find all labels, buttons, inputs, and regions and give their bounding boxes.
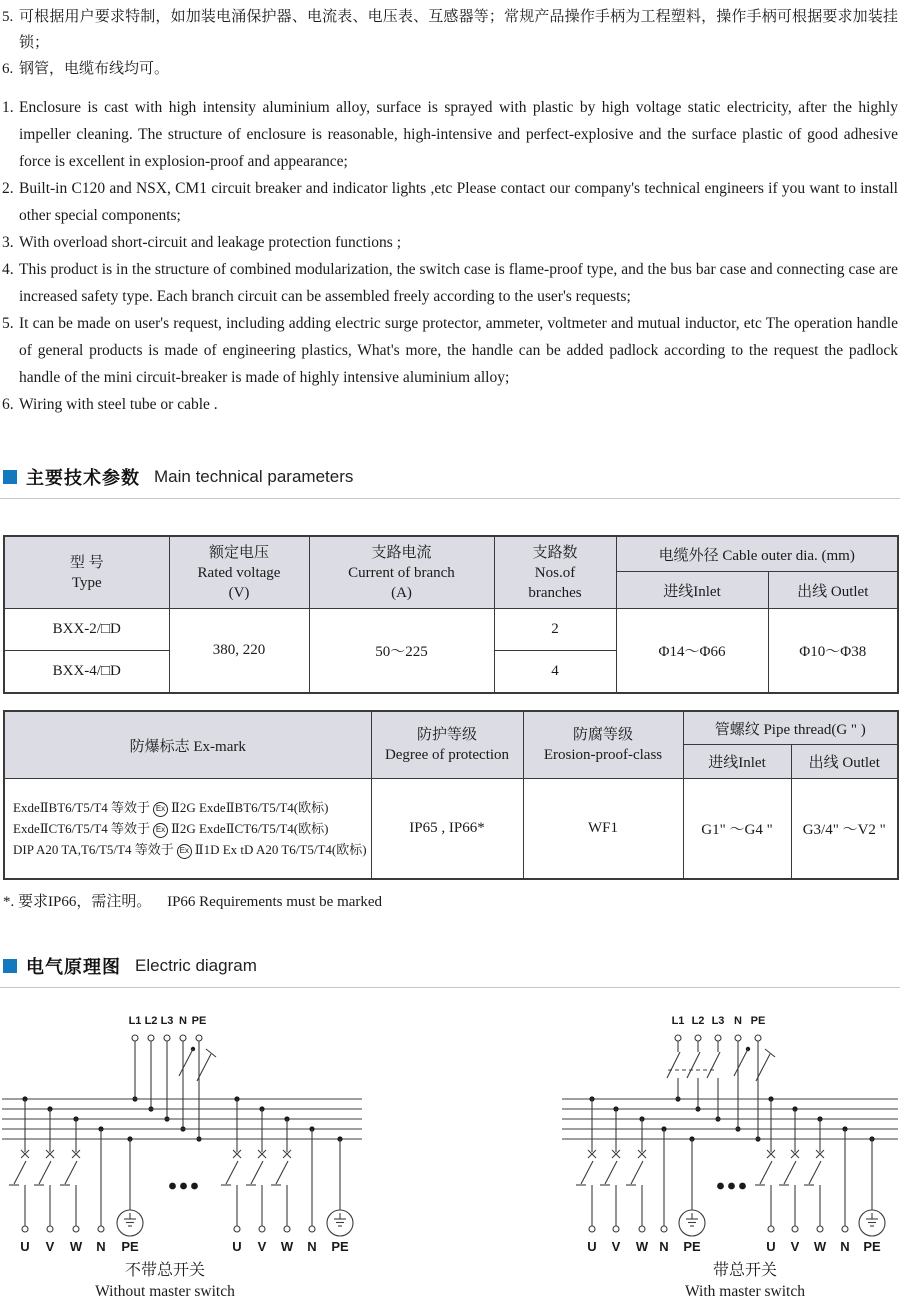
td-current: 50～225 <box>309 609 494 694</box>
diagram-with-master-switch <box>450 994 900 1302</box>
caption-en: Without master switch <box>95 1283 235 1300</box>
item-text: 钢管，电缆布线均可。 <box>19 61 170 77</box>
td-type-1: BXX-2/□D <box>4 609 169 651</box>
diagram-bottom-label: V <box>611 1239 621 1254</box>
item-number: 6. <box>2 61 14 77</box>
ex-mark-text: ExdeⅡBT6/T5/T4 等效于 <box>13 800 151 815</box>
diagram-bottom-label: W <box>69 1239 83 1254</box>
th-branches-en2: branches <box>528 584 582 601</box>
atex-ex-symbol-icon: Ex <box>153 823 168 838</box>
diagram-top-label: N <box>179 1015 187 1027</box>
ip66-footnote <box>3 890 900 911</box>
section-title-en: Main technical parameters <box>154 467 354 486</box>
circuit-svg-without-master-switch <box>0 994 450 1260</box>
ex-mark-line <box>13 839 365 860</box>
td-branches-2: 4 <box>494 651 616 694</box>
th-inlet: 进线Inlet <box>616 572 768 609</box>
item-text: Enclosure is cast with high intensity aluminium alloy, surface is sprayed with plastic by high voltage static electricity, after the highly impeller cleaning. The structure of enclosure is reasonable, high-intensive and perfect-explosive and the surface plastic of good adhesive force is excellent in explosion-proof and appearance; <box>19 99 898 170</box>
th-protection-cn: 防护等级 <box>416 727 477 743</box>
diagram-bottom-label: V <box>45 1239 55 1254</box>
th-degree-of-protection <box>371 711 523 779</box>
blue-square-bullet-icon <box>3 470 17 484</box>
cn-feature-list <box>2 4 900 82</box>
diagram-bottom-label: V <box>790 1239 800 1254</box>
th-erosion-en: Erosion-proof-class <box>543 747 663 763</box>
th-pipe-thread: 管螺纹 Pipe thread(G " ) <box>683 711 898 745</box>
diagram-top-label: PE <box>750 1015 766 1027</box>
diagram-bottom-label: N <box>307 1239 317 1254</box>
item-text: This product is in the structure of combined modularization, the switch case is flame-proof type, and the bus bar case and connecting case are increased safety type. Each branch circuit can be assembled freely according to the user's requests; <box>19 261 898 305</box>
td-inlet-dia: Φ14～Φ66 <box>616 609 768 694</box>
item-number: 2. <box>2 180 14 197</box>
electric-diagrams <box>0 994 900 1302</box>
section-header <box>3 953 900 979</box>
section-header <box>3 464 900 490</box>
footnote-cn: *. 要求IP66，需注明。 <box>3 894 152 910</box>
atex-ex-symbol-icon: Ex <box>153 802 168 817</box>
section-electric-diagram <box>0 953 900 988</box>
caption-cn: 带总开关 <box>712 1262 777 1279</box>
item-number: 1. <box>2 99 14 116</box>
item-number: 5. <box>2 9 14 25</box>
diagram-top-label: PE <box>191 1015 207 1027</box>
th-current-cn: 支路电流 <box>371 544 432 561</box>
diagram-bottom-label: U <box>766 1239 776 1254</box>
ex-mark-table <box>3 710 899 880</box>
section-title-en: Electric diagram <box>135 956 257 975</box>
diagram-bottom-label: N <box>840 1239 850 1254</box>
ex-mark-text: DIP A20 TA,T6/T5/T4 等效于 <box>13 842 174 857</box>
ex-mark-line <box>13 797 365 818</box>
ex-mark-line <box>13 818 365 839</box>
list-item <box>2 310 900 391</box>
diagram-bottom-label: W <box>280 1239 294 1254</box>
ex-mark-text: Ⅱ2G ExdeⅡBT6/T5/T4(欧标) <box>171 800 329 815</box>
circuit-svg-with-master-switch <box>450 994 900 1260</box>
th-branch-current <box>309 536 494 609</box>
ex-mark-text: ExdeⅡCT6/T5/T4 等效于 <box>13 821 151 836</box>
section-title-cn: 电气原理图 <box>26 957 121 977</box>
th-pipe-inlet: 进线Inlet <box>683 745 791 779</box>
diagram-bottom-label: PE <box>863 1239 881 1254</box>
diagram-top-label: L1 <box>671 1015 685 1027</box>
caption-cn: 不带总开关 <box>124 1262 205 1279</box>
diagram-bottom-label: W <box>813 1239 827 1254</box>
th-branches-en1: Nos.of <box>534 564 576 581</box>
diagram-bottom-label: N <box>659 1239 669 1254</box>
td-voltage: 380, 220 <box>169 609 309 694</box>
th-erosion-cn: 防腐等级 <box>572 727 633 743</box>
diagram-bottom-label: N <box>96 1239 106 1254</box>
blue-square-bullet-icon <box>3 959 17 973</box>
item-text: It can be made on user's request, including adding electric surge protector, ammeter, voltmeter and mutual inductor, etc The operation handle of general products is made of engineering plastics, What's more, the handle can be added padlock according to the request the padlock handle of the mini circuit-breaker is made of highly intensive aluminium alloy; <box>19 315 898 386</box>
th-type <box>4 536 169 609</box>
th-current-en: Current of branch <box>348 564 455 581</box>
diagram-top-label: L2 <box>144 1015 158 1027</box>
diagram-bottom-label: U <box>232 1239 242 1254</box>
item-text: 可根据用户要求特制，如加装电涌保护器、电流表、电压表、互感器等；常规产品操作手柄为工程塑料，操作手柄可根据要求加装挂锁； <box>19 9 898 51</box>
td-erosion-class: WF1 <box>523 779 683 880</box>
diagram-top-label: N <box>734 1015 742 1027</box>
th-voltage-en: Rated voltage <box>197 564 281 581</box>
section-divider <box>0 498 900 499</box>
section-title-cn: 主要技术参数 <box>26 468 140 488</box>
en-feature-list <box>2 94 900 418</box>
caption-en: With master switch <box>685 1283 805 1300</box>
th-branches-cn: 支路数 <box>532 544 578 561</box>
diagram-bottom-label: V <box>257 1239 267 1254</box>
td-thread-outlet: G3/4" ～V2 " <box>791 779 898 880</box>
diagram-top-label: L3 <box>711 1015 725 1027</box>
td-ex-mark <box>4 779 371 880</box>
diagram-caption <box>590 1260 900 1302</box>
item-number: 5. <box>2 315 14 332</box>
section-technical-parameters <box>0 464 900 499</box>
th-ex-mark: 防爆标志 Ex-mark <box>4 711 371 779</box>
th-erosion-proof-class <box>523 711 683 779</box>
item-number: 4. <box>2 261 14 278</box>
list-item <box>2 229 900 256</box>
td-outlet-dia: Φ10～Φ38 <box>768 609 898 694</box>
diagram-bottom-label: PE <box>121 1239 139 1254</box>
atex-ex-symbol-icon: Ex <box>177 844 192 859</box>
th-current-unit: (A) <box>391 584 412 601</box>
th-pipe-outlet: 出线 Outlet <box>791 745 898 779</box>
th-branch-count <box>494 536 616 609</box>
th-type-en: Type <box>71 574 102 591</box>
list-item <box>2 94 900 175</box>
diagram-bottom-label: PE <box>331 1239 349 1254</box>
td-degree-of-protection: IP65 , IP66* <box>371 779 523 880</box>
th-type-cn: 型 号 <box>69 554 104 571</box>
th-voltage-unit: (V) <box>228 584 250 601</box>
th-protection-en: Degree of protection <box>384 747 510 763</box>
item-text: Wiring with steel tube or cable . <box>19 396 218 413</box>
td-branches-1: 2 <box>494 609 616 651</box>
diagram-without-master-switch <box>0 994 450 1302</box>
diagram-bottom-label: PE <box>683 1239 701 1254</box>
item-text: With overload short-circuit and leakage protection functions ; <box>19 234 402 251</box>
th-voltage-cn: 额定电压 <box>208 544 269 561</box>
th-rated-voltage <box>169 536 309 609</box>
diagram-bottom-label: W <box>635 1239 649 1254</box>
ex-mark-text: Ⅱ1D Ex tD A20 T6/T5/T4(欧标) <box>194 842 367 857</box>
diagram-top-label: L3 <box>160 1015 174 1027</box>
th-cable-outer-dia: 电缆外径 Cable outer dia. (mm) <box>616 536 898 572</box>
diagram-caption <box>0 1260 330 1302</box>
th-outlet: 出线 Outlet <box>768 572 898 609</box>
list-item <box>2 256 900 310</box>
item-number: 6. <box>2 396 14 413</box>
footnote-en: IP66 Requirements must be marked <box>167 894 383 910</box>
list-item <box>2 175 900 229</box>
diagram-bottom-label: U <box>587 1239 597 1254</box>
td-type-2: BXX-4/□D <box>4 651 169 694</box>
list-item <box>2 391 900 418</box>
ex-mark-text: Ⅱ2G ExdeⅡCT6/T5/T4(欧标) <box>171 821 329 836</box>
section-divider <box>0 987 900 988</box>
item-text: Built-in C120 and NSX, CM1 circuit breaker and indicator lights ,etc Please contact our company's technical engineers if you want to install other special components; <box>19 180 898 224</box>
diagram-bottom-label: U <box>20 1239 30 1254</box>
diagram-top-label: L2 <box>691 1015 705 1027</box>
list-item <box>2 4 900 56</box>
technical-parameters-table <box>3 535 899 694</box>
list-item <box>2 56 900 82</box>
item-number: 3. <box>2 234 14 251</box>
diagram-top-label: L1 <box>128 1015 142 1027</box>
td-thread-inlet: G1" ～G4 " <box>683 779 791 880</box>
